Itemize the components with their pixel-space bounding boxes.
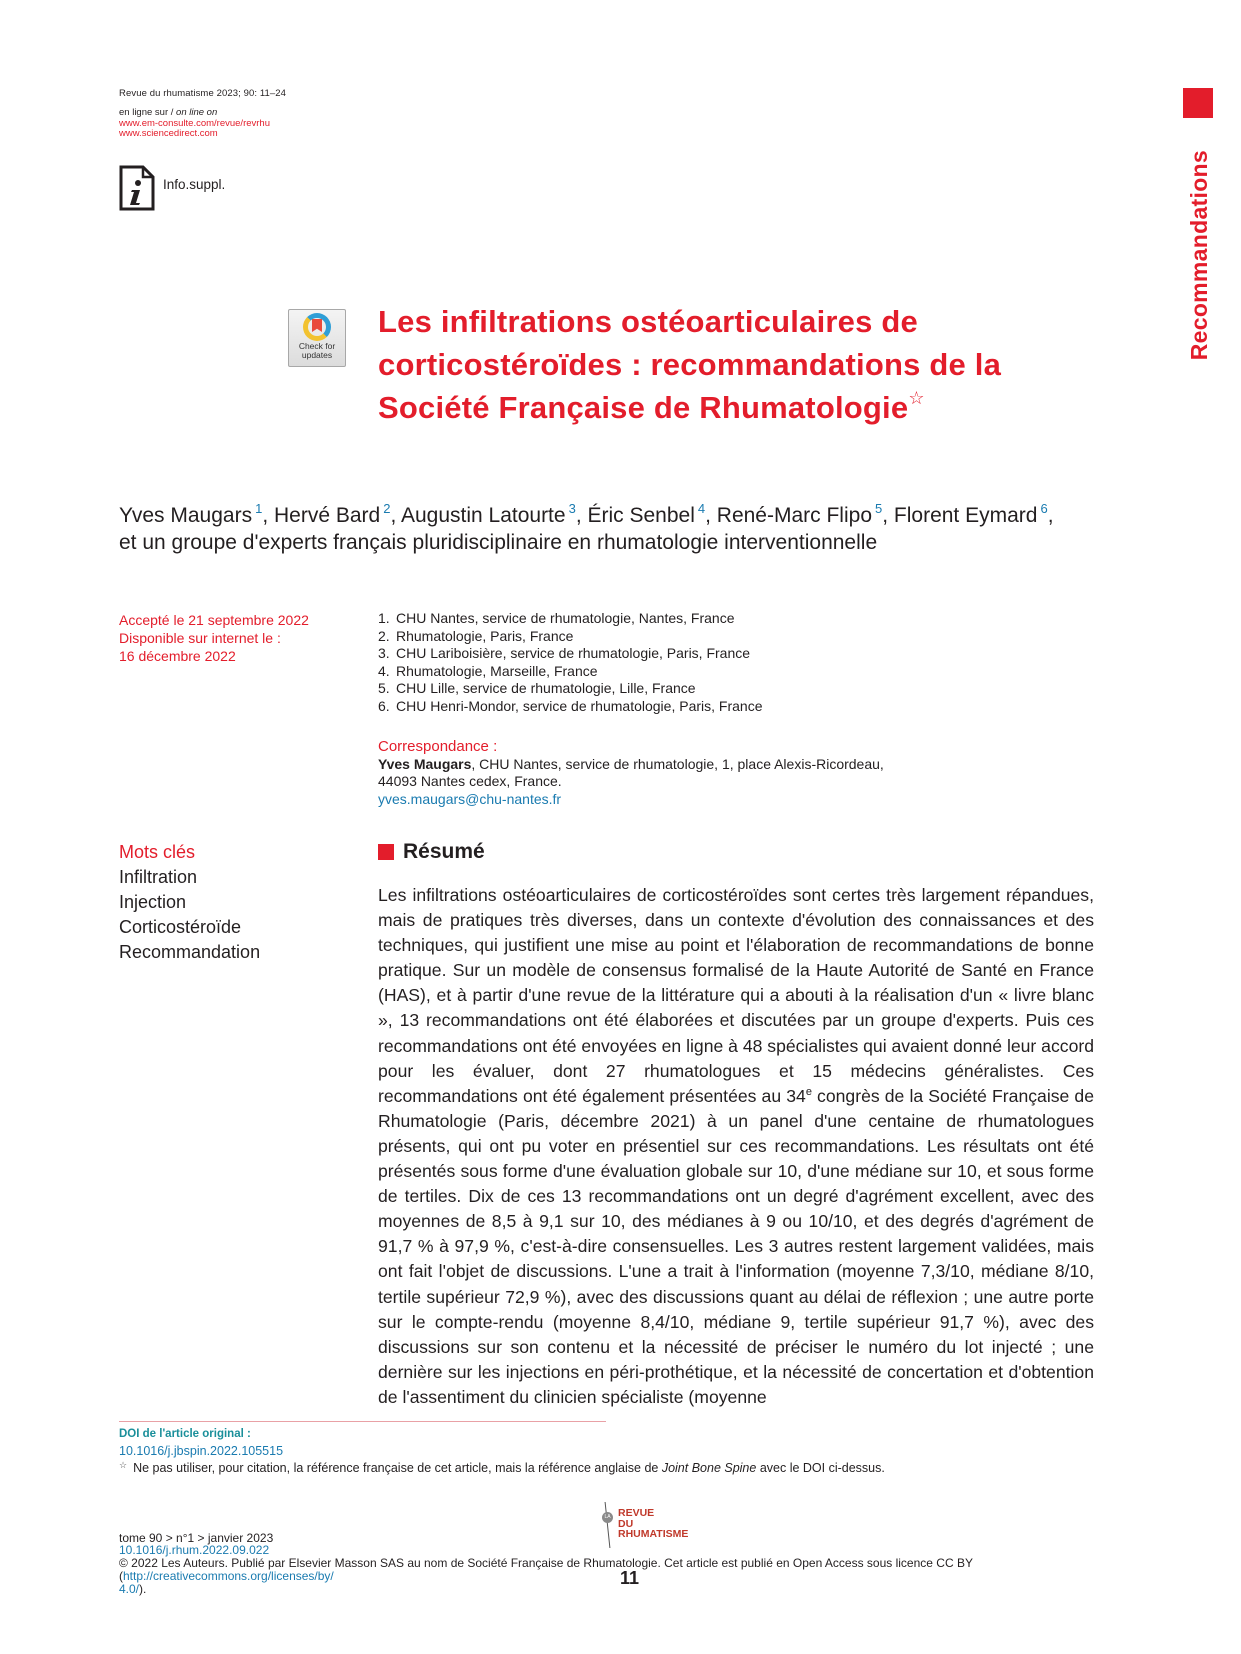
correspondence-email-link[interactable]: yves.maugars@chu-nantes.fr [378,790,562,807]
affiliation-list [378,610,762,716]
author: René-Marc Flipo [716,504,872,527]
license-link[interactable]: http://creativecommons.org/licenses/by/ [123,1569,334,1583]
correspondence-name: Yves Maugars [378,755,472,772]
affiliation: 1. CHU Nantes, service de rhumatologie, Nantes, France [378,610,735,626]
footnote-divider [119,1421,606,1422]
abstract-text: Les infiltrations ostéoarticulaires de corticostéroïdes sont certes très largement répandues, mais de pratiques très diverses, dans un contexte d'évolution des connaissances et des techniques, qui justifient une mise au point et l'élaboration de recommandations de bonne pratique. Sur un modèle de consensus formalisé de la Haute Autorité de Santé en France (HAS), et à partir d'une revue de la littérature qui a abouti à la réalisation d'un « livre blanc », 13 recommandations ont été élaborées et discutées par un groupe d'experts. Puis ces recommandations ont été envoyées en ligne à 48 spécialistes qui avaient donné leur accord pour les évaluer, dont 27 rhumatologues et 15 médecins généralistes. Ces recommandations ont été également présentées au 34e congrès de la Société Française de Rhumatologie (Paris, décembre 2021) à un panel d'une centaine de rhumatologues présents, qui ont pu voter en présentiel sur ces recommandations. Les résultats ont été présentés sous forme d'une évaluation globale sur 10, d'une médiane sur 10, et sous forme de tertiles. Dix de ces 13 recommandations ont un degré d'agrément excellent, avec des moyennes de 8,5 à 9,1 sur 10, des médianes à 9 ou 10/10, et des degrés d'agrément de 91,7 % à 97,9 %, c'est-à-dire consensuelles. Les 3 autres restent largement validées, mais ont fait l'objet de discussions. L'une a trait à l'information (moyenne 7,3/10, médiane 8/10, tertile supérieur 72,9 %), avec des discussions quant au délai de réflexion ; une autre porte sur le compte-rendu (moyenne 8,4/10, médiane 9, tertile supérieur 91,7 %), avec des discussions sur son contenu et la nécessité de préciser le numéro du lot injecté ; une dernière sur les injections en péri-prothétique, et la nécessité de concertation et d'obtention de l'assentiment du clinicien spécialiste (moyenne [378,885,1094,1407]
accepted-date: Accepté le 21 septembre 2022 [119,612,309,628]
available-label: Disponible sur internet le : [119,630,281,646]
affiliation: 3. CHU Lariboisière, service de rhumatologie, Paris, France [378,645,751,662]
sciencedirect-link[interactable]: www.sciencedirect.com [119,128,218,139]
resume-heading: Résumé [378,840,485,864]
article-title: Les infiltrations ostéoarticulaires de corticostéroïdes : recommandations de la Société Française de Rhumatologie☆ [378,304,1002,425]
article-doi-link[interactable]: 10.1016/j.rhum.2022.09.022 [119,1543,270,1557]
author-group: et un groupe d'experts français pluridisciplinaire en rhumatologie interventionnelle [119,531,878,554]
affiliation: 5. CHU Lille, service de rhumatologie, Lille, France [378,680,696,697]
affiliation: 6. CHU Henri-Mondor, service de rhumatologie, Paris, France [378,697,763,714]
journal-reference: Revue du rhumatisme 2023; 90: 11–24 [119,88,287,99]
license-link-cont[interactable]: 4.0/ [119,1582,140,1596]
author: Hervé Bard [273,504,381,527]
author: Yves Maugars [119,504,253,527]
crossmark-icon [303,313,331,341]
online-availability [119,108,270,140]
original-doi [119,1426,283,1460]
copyright-notice: © 2022 Les Auteurs. Publié par Elsevier Masson SAS au nom de Société Française de Rhumatologie. Cet article est publié en Open Access sous licence CC BY (http://creativecommons.org/licenses/by/ 4.0/). [119,1556,973,1596]
original-doi-link[interactable]: 10.1016/j.jbspin.2022.105515 [119,1444,284,1458]
journal-logo: LA REVUE DU RHUMATISME [602,1502,688,1548]
author-list: Yves Maugars $^1$, Hervé Bard $^2$, Augustin Latourte $^3$, Éric Senbel $^4$, René-Marc Flipo $^5$, Florent Eymard $^6$, et un groupe d'experts français pluridisciplinaire en rhumatologie interventionnelle [119,502,1119,556]
section-marker [1183,88,1213,118]
info-suppl-label: Info.suppl. [163,176,226,192]
affiliation-ref[interactable]: 5 [875,501,883,516]
section-tab [1184,150,1214,370]
author: Éric Senbel [587,504,695,527]
original-doi-label: DOI de l'article original : [119,1428,251,1440]
keywords [119,840,260,965]
star-icon: ☆ [119,1460,128,1470]
keyword: Corticostéroïde [119,917,242,937]
keyword: Infiltration [119,867,198,887]
heading-square-icon [378,844,394,860]
section-tab-label: Recommandations [1186,150,1212,361]
affiliation-ref[interactable]: 1 [255,501,263,516]
online-label: en ligne sur / on line on [119,107,218,118]
keyword: Recommandation [119,942,261,962]
affiliation: 2. Rhumatologie, Paris, France [378,627,574,644]
keywords-heading: Mots clés [119,842,196,862]
affiliation-ref[interactable]: 4 [697,501,706,516]
available-date: 16 décembre 2022 [119,648,236,664]
affiliation-ref[interactable]: 2 [383,501,391,516]
correspondence-heading: Correspondance : [378,738,498,755]
publication-dates [119,611,309,665]
em-consulte-link[interactable]: www.em-consulte.com/revue/revrhu [119,117,270,129]
check-for-updates-label: Check for updates [298,341,336,360]
affiliation-ref[interactable]: 6 [1040,501,1048,516]
affiliation-ref[interactable]: 3 [568,501,576,516]
info-document-icon [119,165,141,211]
author: Florent Eymard [893,504,1038,527]
affiliation: 4. Rhumatologie, Marseille, France [378,662,598,679]
citation-footnote: ☆ Ne pas utiliser, pour citation, la référence française de cet article, mais la référence anglaise de Joint Bone Spine avec le DOI ci-dessus. [119,1460,885,1475]
keyword: Injection [119,892,187,912]
info-suppl-button[interactable] [119,165,225,211]
logo-stem-icon: LA [602,1502,614,1548]
footnote-star-mark[interactable]: ☆ [908,388,925,408]
issue-info: tome 90 > n°1 > janvier 2023 [119,1531,274,1545]
author: Augustin Latourte [400,504,566,527]
check-for-updates-button[interactable] [288,309,346,367]
correspondence: Correspondance : Yves Maugars, CHU Nantes, service de rhumatologie, 1, place Alexis-Ricordeau, 44093 Nantes cedex, France. yves.maugars@chu-nantes.fr [378,738,884,807]
page-number: 11 [620,1568,640,1588]
